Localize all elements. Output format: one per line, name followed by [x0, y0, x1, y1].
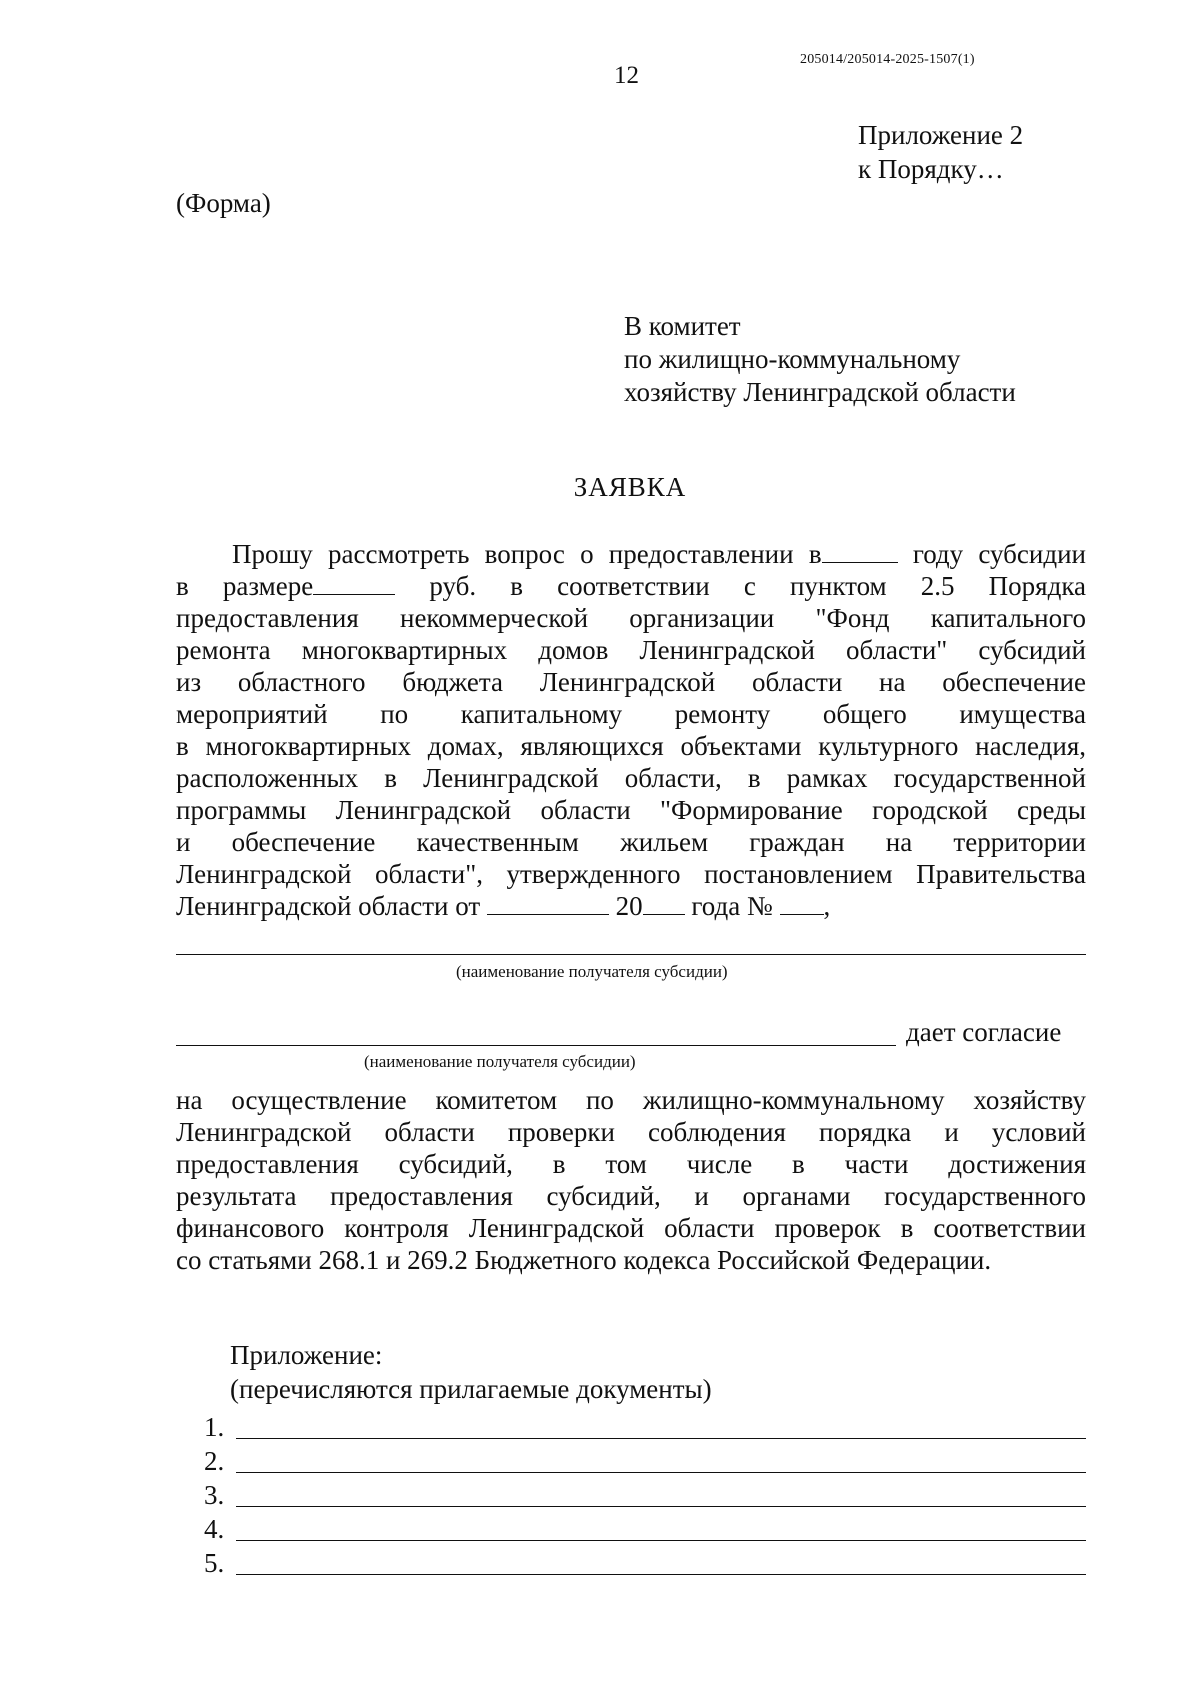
- body-line: Ленинградской области от 20 года № ,: [176, 891, 831, 921]
- amount-blank: [313, 572, 395, 595]
- year-blank: [822, 540, 898, 563]
- attachment-number: 1.: [204, 1412, 225, 1442]
- recipient-caption-2: (наименование получателя субсидии): [364, 1052, 636, 1071]
- number-blank: [780, 892, 824, 915]
- body-line: из областного бюджета Ленинградской области на обеспечение: [176, 667, 1086, 697]
- body-line: Прошу рассмотреть вопрос о предоставлении в году субсидии: [232, 539, 1086, 569]
- attachment-number: 2.: [204, 1446, 225, 1476]
- attachment-number: 5.: [204, 1548, 225, 1578]
- appendix-reference: [858, 118, 1023, 186]
- document-title: ЗАЯВКА: [573, 472, 687, 502]
- appendix-line-1: Приложение 2: [858, 120, 1024, 150]
- body-line: мероприятий по капитальному ремонту общего имущества: [176, 699, 1086, 729]
- attachments-subtitle: (перечисляются прилагаемые документы): [230, 1374, 712, 1404]
- year-suffix-blank: [643, 892, 685, 915]
- attachments-title: Приложение:: [230, 1340, 383, 1370]
- recipient-line-2: [176, 1045, 896, 1046]
- body-line: со статьями 268.1 и 269.2 Бюджетного кодекса Российской Федерации.: [176, 1245, 992, 1275]
- body-line: в многоквартирных домах, являющихся объектами культурного наследия,: [176, 731, 1086, 761]
- body-line: Ленинградской области", утвержденного постановлением Правительства: [176, 859, 1086, 889]
- attachment-line: [236, 1506, 1086, 1507]
- body-line: программы Ленинградской области "Формирование городской среды: [176, 795, 1086, 825]
- attachment-line: [236, 1472, 1086, 1473]
- addressee-line-2: по жилищно-коммунальному: [624, 344, 961, 374]
- attachments-header: [230, 1338, 712, 1406]
- body-line: ремонта многоквартирных домов Ленинградской области" субсидий: [176, 635, 1086, 665]
- recipient-caption-1: (наименование получателя субсидии): [456, 962, 728, 981]
- attachment-number: 3.: [204, 1480, 225, 1510]
- consent-text: дает согласие: [906, 1017, 1062, 1047]
- attachment-line: [236, 1574, 1086, 1575]
- request-body: [176, 538, 1086, 922]
- body-line: и обеспечение качественным жильем граждан на территории: [176, 827, 1086, 857]
- body-line: предоставления некоммерческой организации "Фонд капитального: [176, 603, 1086, 633]
- body-line: финансового контроля Ленинградской области проверок в соответствии: [176, 1213, 1086, 1243]
- body-line: в размере руб. в соответствии с пунктом 2.5 Порядка: [176, 571, 1087, 601]
- body-line: расположенных в Ленинградской области, в рамках государственной: [176, 763, 1086, 793]
- addressee-line-1: В комитет: [624, 311, 741, 341]
- page-number: 12: [614, 62, 639, 89]
- body-line: предоставления субсидий, в том числе в части достижения: [176, 1149, 1086, 1179]
- form-label: (Форма): [176, 188, 271, 218]
- recipient-line-1: [176, 954, 1086, 955]
- attachment-line: [236, 1438, 1086, 1439]
- addressee-line-3: хозяйству Ленинградской области: [624, 377, 1016, 407]
- attachment-line: [236, 1540, 1086, 1541]
- attachment-number: 4.: [204, 1514, 225, 1544]
- document-id: 205014/205014-2025-1507(1): [800, 52, 975, 67]
- date-blank: [487, 892, 609, 915]
- appendix-line-2: к Порядку…: [858, 154, 1004, 184]
- body-line: Ленинградской области проверки соблюдения порядка и условий: [176, 1117, 1086, 1147]
- body-line: на осуществление комитетом по жилищно-коммунальному хозяйству: [176, 1085, 1086, 1115]
- consent-body: [176, 1084, 1086, 1276]
- addressee-block: [624, 310, 1016, 409]
- body-line: результата предоставления субсидий, и органами государственного: [176, 1181, 1086, 1211]
